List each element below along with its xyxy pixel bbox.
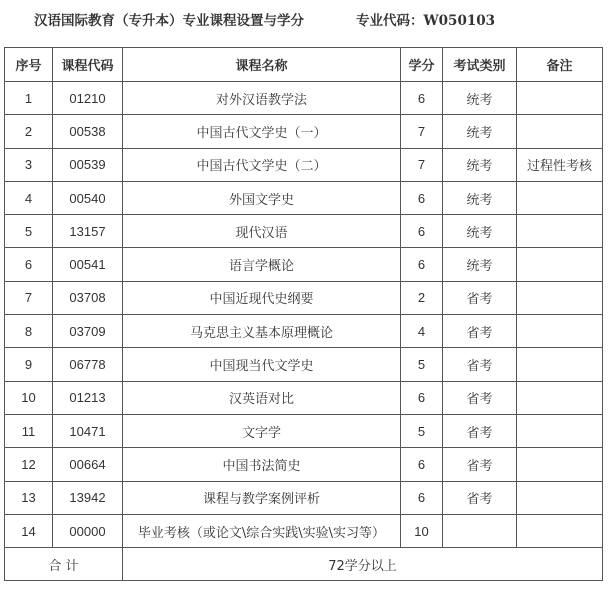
cell-credits: 5 <box>401 348 443 381</box>
cell-course-code: 00000 <box>53 514 123 547</box>
cell-index: 3 <box>5 148 53 181</box>
cell-remarks <box>517 514 603 547</box>
cell-index: 10 <box>5 381 53 414</box>
cell-credits: 4 <box>401 315 443 348</box>
cell-exam-type: 省考 <box>443 448 517 481</box>
table-row <box>5 115 603 148</box>
cell-credits: 6 <box>401 248 443 281</box>
cell-course-code: 03708 <box>53 281 123 314</box>
cell-remarks <box>517 281 603 314</box>
table-row <box>5 514 603 547</box>
cell-remarks <box>517 414 603 447</box>
cell-index: 11 <box>5 414 53 447</box>
cell-course-code: 00664 <box>53 448 123 481</box>
major-code-value: W050103 <box>423 13 496 29</box>
cell-index: 2 <box>5 115 53 148</box>
cell-credits: 7 <box>401 148 443 181</box>
table-row <box>5 82 603 115</box>
cell-exam-type: 统考 <box>443 115 517 148</box>
cell-index: 4 <box>5 181 53 214</box>
cell-credits: 6 <box>401 448 443 481</box>
cell-remarks <box>517 82 603 115</box>
cell-credits: 5 <box>401 414 443 447</box>
header-course-name: 课程名称 <box>123 48 401 82</box>
cell-course-name: 语言学概论 <box>123 248 401 281</box>
cell-exam-type: 省考 <box>443 281 517 314</box>
cell-index: 5 <box>5 215 53 248</box>
cell-exam-type: 统考 <box>443 82 517 115</box>
major-code-label: 专业代码： <box>356 13 424 29</box>
cell-index: 8 <box>5 315 53 348</box>
cell-remarks <box>517 315 603 348</box>
cell-remarks <box>517 215 603 248</box>
cell-course-name: 外国文学史 <box>123 181 401 214</box>
table-row <box>5 248 603 281</box>
header-credits: 学分 <box>401 48 443 82</box>
cell-course-name: 中国书法简史 <box>123 448 401 481</box>
cell-credits: 6 <box>401 181 443 214</box>
cell-course-name: 毕业考核（或论文\综合实践\实验\实习等） <box>123 514 401 547</box>
cell-remarks: 过程性考核 <box>517 148 603 181</box>
cell-index: 6 <box>5 248 53 281</box>
table-row <box>5 215 603 248</box>
cell-course-name: 课程与教学案例评析 <box>123 481 401 514</box>
cell-index: 7 <box>5 281 53 314</box>
table-row <box>5 281 603 314</box>
cell-exam-type: 省考 <box>443 315 517 348</box>
table-row <box>5 148 603 181</box>
cell-exam-type: 省考 <box>443 381 517 414</box>
cell-index: 13 <box>5 481 53 514</box>
table-row <box>5 414 603 447</box>
cell-remarks <box>517 348 603 381</box>
table-row <box>5 381 603 414</box>
cell-course-code: 01213 <box>53 381 123 414</box>
cell-exam-type: 省考 <box>443 348 517 381</box>
cell-course-name: 对外汉语教学法 <box>123 82 401 115</box>
cell-course-name: 现代汉语 <box>123 215 401 248</box>
total-value: 72学分以上 <box>123 548 603 581</box>
table-body <box>5 82 603 548</box>
cell-exam-type: 统考 <box>443 148 517 181</box>
cell-course-code: 13157 <box>53 215 123 248</box>
table-row <box>5 348 603 381</box>
total-row <box>5 548 603 581</box>
cell-course-name: 中国现当代文学史 <box>123 348 401 381</box>
header-remarks: 备注 <box>517 48 603 82</box>
cell-course-code: 01210 <box>53 82 123 115</box>
cell-course-code: 00538 <box>53 115 123 148</box>
table-row <box>5 181 603 214</box>
cell-credits: 2 <box>401 281 443 314</box>
header-index: 序号 <box>5 48 53 82</box>
cell-course-name: 中国古代文学史（二） <box>123 148 401 181</box>
header-exam-type: 考试类别 <box>443 48 517 82</box>
cell-course-code: 13942 <box>53 481 123 514</box>
course-table <box>4 47 603 581</box>
table-header-row <box>5 48 603 82</box>
cell-credits: 7 <box>401 115 443 148</box>
table-row <box>5 448 603 481</box>
cell-course-name: 中国古代文学史（一） <box>123 115 401 148</box>
total-label: 合 计 <box>5 548 123 581</box>
page-title: 汉语国际教育（专升本）专业课程设置与学分 <box>34 13 304 29</box>
cell-credits: 6 <box>401 82 443 115</box>
cell-remarks <box>517 181 603 214</box>
cell-course-code: 03709 <box>53 315 123 348</box>
table-row <box>5 481 603 514</box>
cell-remarks <box>517 381 603 414</box>
cell-exam-type: 统考 <box>443 248 517 281</box>
cell-index: 12 <box>5 448 53 481</box>
cell-course-code: 10471 <box>53 414 123 447</box>
cell-remarks <box>517 115 603 148</box>
cell-remarks <box>517 448 603 481</box>
cell-index: 9 <box>5 348 53 381</box>
cell-course-name: 马克思主义基本原理概论 <box>123 315 401 348</box>
cell-remarks <box>517 248 603 281</box>
cell-exam-type: 统考 <box>443 181 517 214</box>
cell-course-code: 00541 <box>53 248 123 281</box>
cell-index: 1 <box>5 82 53 115</box>
cell-course-name: 汉英语对比 <box>123 381 401 414</box>
cell-credits: 6 <box>401 381 443 414</box>
cell-index: 14 <box>5 514 53 547</box>
cell-credits: 10 <box>401 514 443 547</box>
header-course-code: 课程代码 <box>53 48 123 82</box>
cell-course-code: 00540 <box>53 181 123 214</box>
major-code <box>356 10 495 32</box>
cell-credits: 6 <box>401 215 443 248</box>
cell-course-code: 06778 <box>53 348 123 381</box>
cell-course-name: 中国近现代史纲要 <box>123 281 401 314</box>
cell-exam-type: 省考 <box>443 481 517 514</box>
cell-course-name: 文字学 <box>123 414 401 447</box>
document-heading <box>34 10 496 32</box>
cell-credits: 6 <box>401 481 443 514</box>
table-row <box>5 315 603 348</box>
cell-course-code: 00539 <box>53 148 123 181</box>
cell-remarks <box>517 481 603 514</box>
cell-exam-type: 统考 <box>443 215 517 248</box>
cell-exam-type <box>443 514 517 547</box>
cell-exam-type: 省考 <box>443 414 517 447</box>
